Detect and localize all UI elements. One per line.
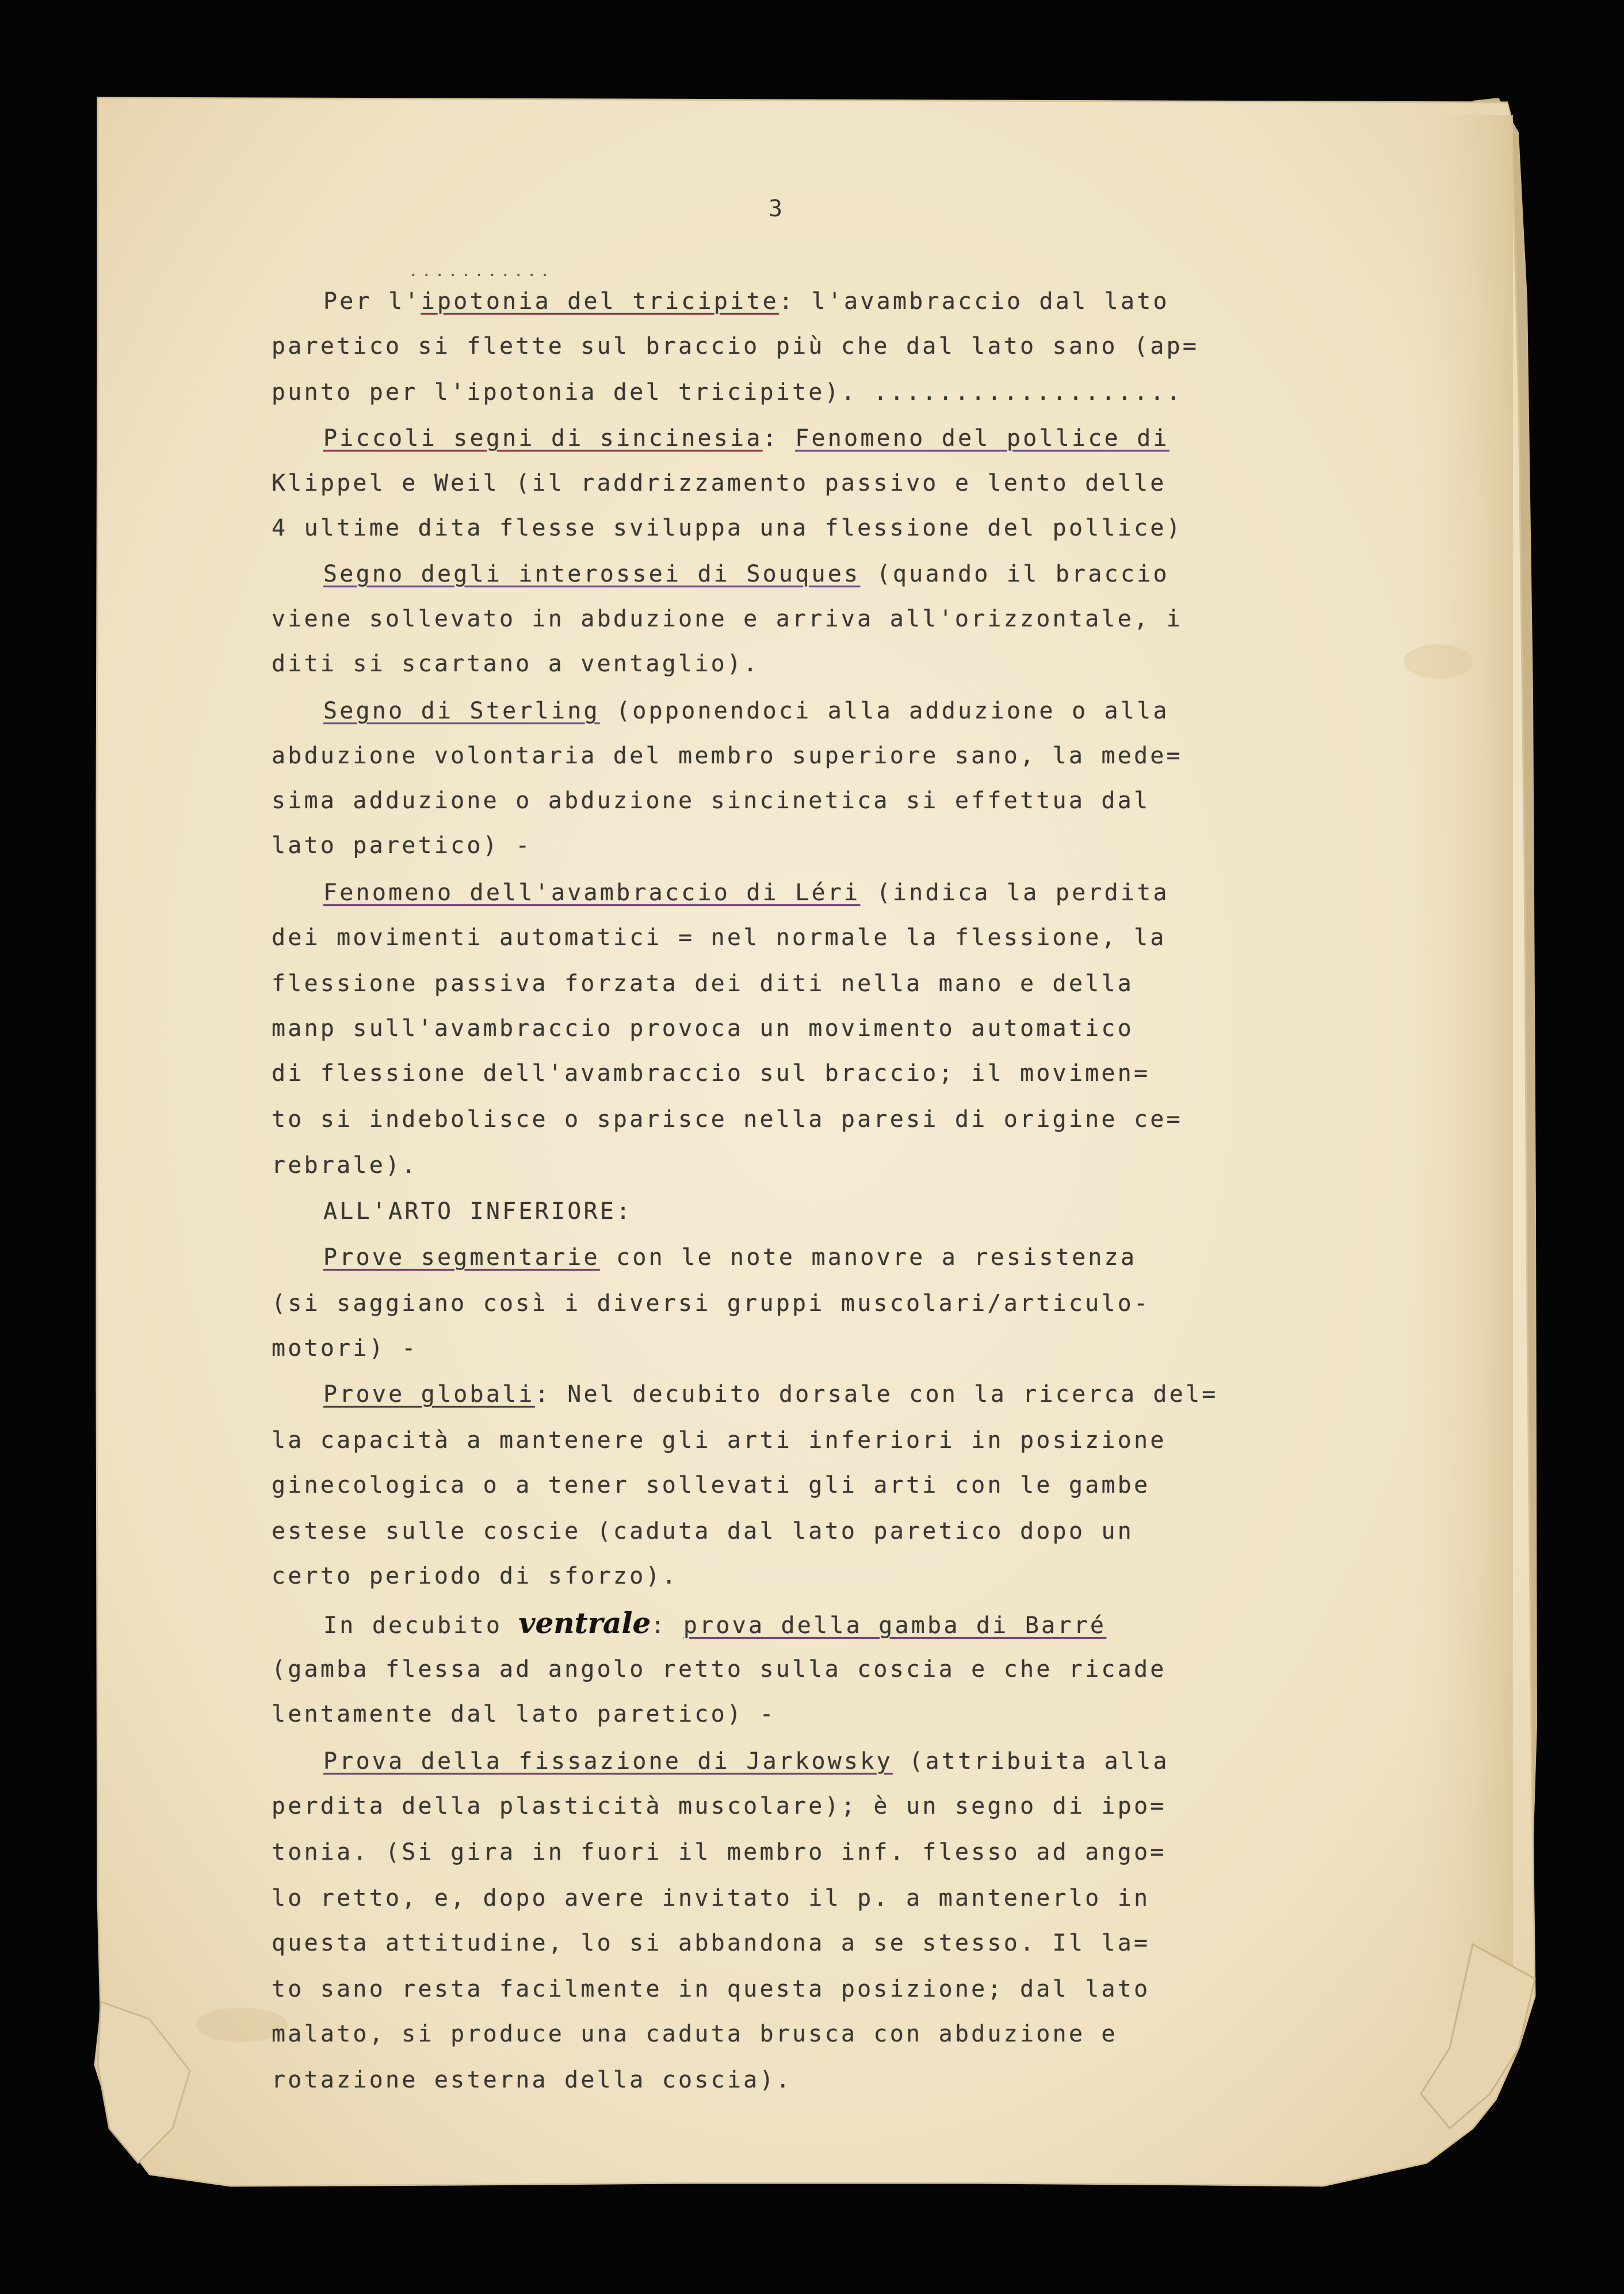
underlined-term: Fenomeno dell'avambraccio di Léri — [323, 880, 861, 906]
text-run: lato paretico) - — [272, 832, 532, 859]
text-line — [272, 650, 759, 678]
text-run: viene sollevato in abduzione e arriva all'orizzontale, i — [272, 606, 1183, 632]
text-run: flessione passiva forzata dei diti nella mano e della — [272, 970, 1134, 997]
underlined-term: Piccoli segni di sincinesia — [323, 425, 763, 452]
text-line — [272, 832, 532, 859]
text-run: certo periodo di sforzo). — [272, 1563, 679, 1589]
text-run: di flessione dell'avambraccio sul braccio; il movimen= — [272, 1060, 1151, 1087]
text-run: to si indebolisce o sparisce nella paresi di origine ce= — [272, 1106, 1183, 1133]
text-line — [272, 1655, 1167, 1683]
text-run: Klippel e Weil (il raddrizzamento passivo e lento delle — [272, 470, 1167, 496]
text-run: la capacità a mantenere gli arti inferiori in posizione — [272, 1427, 1167, 1454]
text-line — [323, 560, 1170, 588]
text-run: : l'avambraccio dal lato — [778, 288, 1170, 315]
underlined-term: Segno degli interossei di Souques — [323, 561, 861, 587]
text-line — [272, 605, 1183, 633]
page-number: 3 — [769, 196, 783, 222]
text-line — [272, 1060, 1150, 1087]
text-run: malato, si produce una caduta brusca con abduzione e — [272, 2021, 1118, 2047]
text-line — [272, 1015, 1134, 1042]
text-run: lentamente dal lato paretico) - — [272, 1701, 776, 1727]
text-run: paretico si flette sul braccio più che dal lato sano (ap= — [272, 333, 1199, 360]
text-line — [272, 1471, 1150, 1499]
text-line — [272, 1517, 1134, 1545]
text-run: ginecologica o a tener sollevati gli arti con le gambe — [272, 1472, 1151, 1498]
text-run: (attribuita alla — [892, 1748, 1170, 1775]
text-line — [272, 469, 1167, 497]
text-run: tonia. (Si gira in fuori il membro inf. flesso ad ango= — [272, 1839, 1167, 1865]
text-run: : Nel decubito dorsale con la ricerca del= — [534, 1381, 1218, 1408]
text-line — [272, 1335, 418, 1362]
text-run: : — [651, 1612, 683, 1639]
text-run: to sano resta facilmente in questa posizione; dal lato — [272, 1976, 1151, 2002]
text-run: (opponendoci alla adduzione o alla — [599, 698, 1170, 724]
underlined-term: Fenomeno del pollice di — [795, 425, 1170, 452]
text-run: (quando il braccio — [860, 561, 1170, 587]
text-line — [323, 288, 1170, 315]
text-run: manp sull'avambraccio provoca un movimento automatico — [272, 1015, 1134, 1042]
text-run: lo retto, e, dopo avere invitato il p. a mantenerlo in — [272, 1885, 1151, 1911]
underlined-term: Prove globali — [323, 1381, 535, 1408]
text-line — [323, 1198, 632, 1225]
text-line — [272, 1106, 1183, 1133]
text-line — [272, 1792, 1167, 1820]
text-run: In decubito — [323, 1612, 519, 1639]
text-run: 4 ultime dita flesse sviluppa una flessione del pollice) — [272, 515, 1183, 541]
text-line — [323, 425, 1170, 452]
text-line — [272, 1838, 1167, 1866]
text-line — [272, 1427, 1167, 1454]
text-run: motori) - — [272, 1335, 418, 1362]
text-run: ALL'ARTO INFERIORE: — [323, 1198, 633, 1225]
text-line — [272, 1929, 1150, 1957]
text-run: abduzione volontaria del membro superiore sano, la mede= — [272, 743, 1183, 769]
text-run: diti si scartano a ventaglio). — [272, 651, 760, 677]
text-run: perdita della plasticità muscolare); è un segno di ipo= — [272, 1793, 1167, 1819]
text-run: questa attitudine, lo si abbandona a se stesso. Il la= — [272, 1930, 1151, 1956]
text-run: sima adduzione o abduzione sincinetica si effettua dal — [272, 787, 1151, 814]
text-line — [323, 1748, 1170, 1775]
text-line — [272, 924, 1167, 951]
text-run: rebrale). — [272, 1152, 418, 1179]
text-line — [272, 2066, 792, 2094]
text-line — [272, 970, 1134, 997]
text-line — [272, 378, 1183, 406]
text-line — [272, 514, 1183, 542]
text-line — [272, 332, 1199, 360]
text-line — [272, 1975, 1150, 2003]
text-line — [272, 1700, 776, 1728]
text-line — [272, 1884, 1150, 1912]
text-line — [323, 879, 1170, 907]
text-line — [272, 1152, 418, 1179]
underlined-term: ipotonia del tricipite — [421, 288, 779, 315]
text-run: rotazione esterna della coscia). — [272, 2067, 793, 2093]
text-run: (si saggiano così i diversi gruppi muscolari/articulo- — [272, 1290, 1151, 1317]
dotted-rule: ........... — [408, 261, 553, 280]
text-line — [272, 787, 1150, 815]
text-line — [323, 1244, 1137, 1271]
text-run: estese sulle coscie (caduta dal lato paretico dopo un — [272, 1518, 1134, 1544]
text-run: con le note manovre a resistenza — [599, 1244, 1137, 1271]
text-run: : — [762, 425, 796, 452]
text-line — [272, 2020, 1118, 2048]
text-run: Per l' — [323, 288, 421, 315]
handwritten-word: ventrale — [518, 1606, 651, 1640]
text-run: (indica la perdita — [860, 880, 1170, 906]
text-line — [323, 1381, 1218, 1408]
underlined-term: Prove segmentarie — [323, 1244, 600, 1271]
paper-body — [95, 98, 1535, 2186]
text-line — [323, 1606, 1107, 1640]
text-run: (gamba flessa ad angolo retto sulla coscia e che ricade — [272, 1656, 1167, 1683]
text-run: punto per l'ipotonia del tricipite). ................... — [272, 379, 1183, 406]
text-line — [272, 1562, 678, 1590]
underlined-term: prova della gamba di Barré — [683, 1612, 1107, 1639]
text-line — [323, 697, 1170, 725]
underlined-term: Prova della fissazione di Jarkowsky — [323, 1748, 893, 1775]
text-line — [272, 1290, 1150, 1317]
underlined-term: Segno di Sterling — [323, 698, 600, 724]
text-run: dei movimenti automatici = nel normale la flessione, la — [272, 924, 1167, 951]
text-line — [272, 742, 1183, 770]
